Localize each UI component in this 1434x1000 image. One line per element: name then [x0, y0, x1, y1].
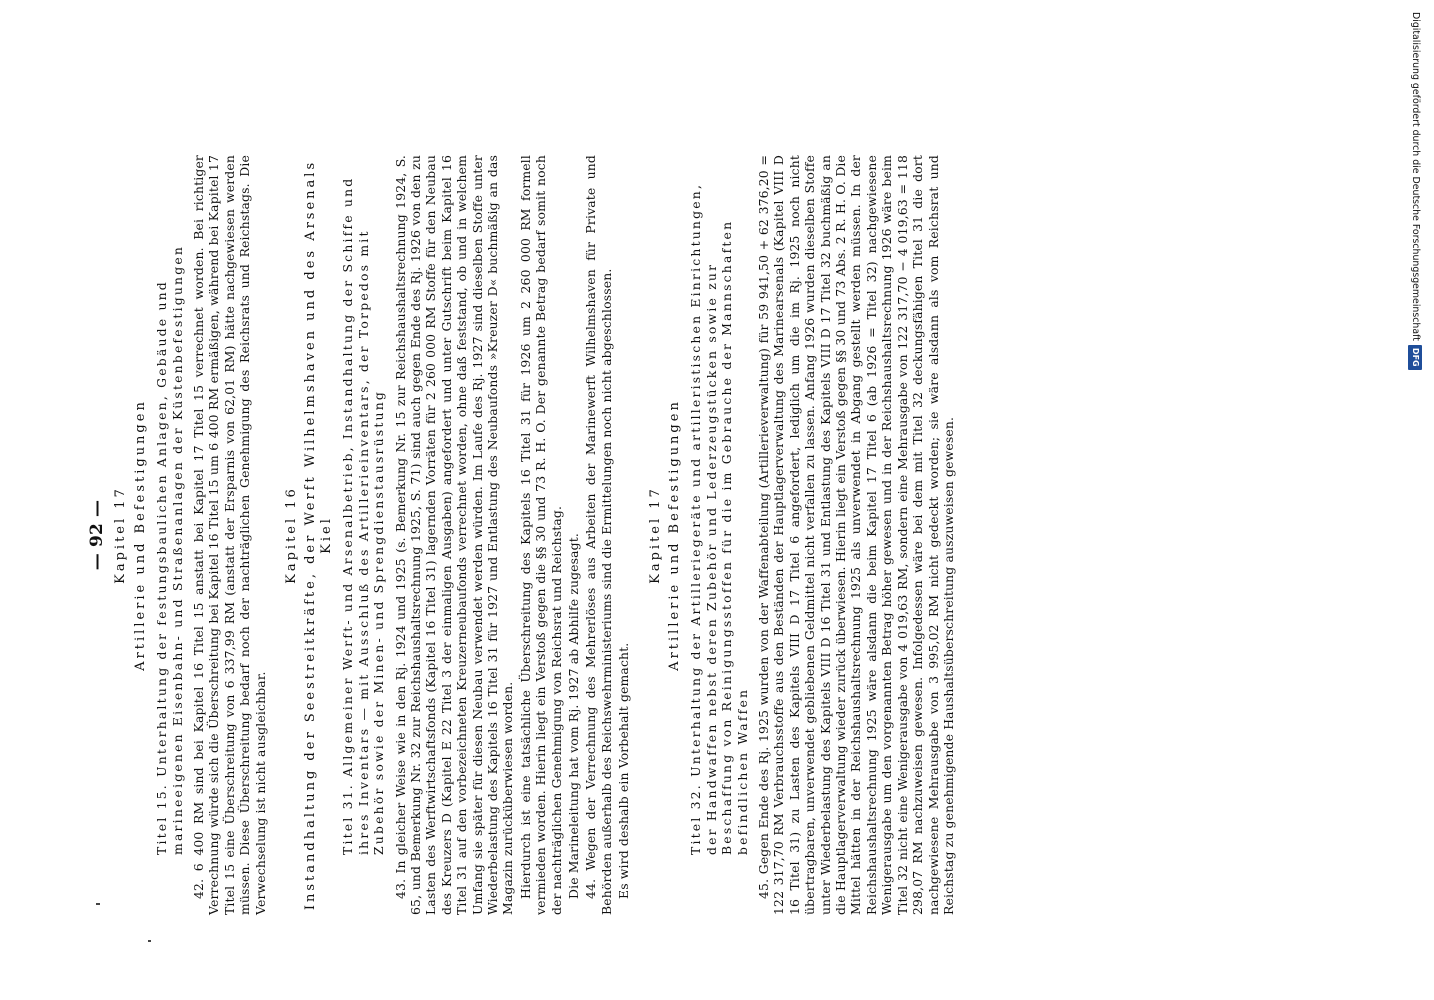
scan-mark — [148, 940, 151, 942]
paragraph: Hierdurch ist eine tatsächliche Überschreitung des Kapitels 16 Titel 31 für 1926 um 2 260 000 RM formell vermieden worden. Hierin liegt ein Verstoß gegen die §§ 30 und 73 R. H. O. Der genannte Betrag bedarf somit noch der nachträglichen Genehmigung von Reichsrat und Reichstag. — [517, 155, 564, 915]
section-kapitel-17-a — [113, 155, 268, 915]
paragraph: 45. Gegen Ende des Rj. 1925 wurden von der Waffenabteilung (Artillerieverwaltung) für 59 941,50 + 62 376,20 = 122 317,70 RM Verbrauchsstoffe aus den Beständen der Hauptlagerverwaltung des Marinearsenals (Kapitel VIII D 16 Titel 31) zu Lasten des Kapitels VIII D 17 Titel 6 angefordert, lediglich um die im Rj. 1925 noch nicht übertragbaren, unverwendet gebliebenen Geldmittel nicht verfallen zu lassen. Anfang 1926 wurden dieselben Stoffe unter Wiederbelastung des Kapitels VIII D 16 Titel 31 und Entlastung des Kapitels VIII D 17 Titel 32 buchmäßig an die Hauptlagerverwaltung wieder zurück überwiesen. Hierin liegt ein Verstoß gegen §§ 30 und 73 Abs. 2 R. H. O. Die Mittel hätten in der Reichshaushaltsrechnung 1925 als unverwendet in Abgang gestellt werden müssen. In der Reichshaushaltsrechnung 1925 wäre alsdann die beim Kapitel 17 Titel 6 (ab 1926 = Titel 32) nachgewiesene Wenigerausgabe um den vorgenannten Betrag höher gewesen und in der Reichshaushaltsrechnung 1926 wäre beim Titel 32 nicht eine Wenigerausgabe von 4 019,63 RM, sondern eine Mehrausgabe von 122 317,70 − 4 019,63 = 118 298,07 RM nachzuweisen gewesen. Infolgedessen wäre bei dem mit Titel 32 deckungsfähigen Titel 31 die dort nachgewiesene Mehrausgabe von 3 995,02 RM nicht gedeckt worden; sie wäre alsdann als vom Reichsrat und Reichstag zu genehmigende Haushaltsüberschreitung auszuweisen gewesen. — [756, 155, 956, 915]
kapitel-heading: Kapitel 16 — [284, 486, 300, 584]
digitization-credit — [1408, 12, 1422, 397]
dfg-logo: DFG — [1408, 345, 1422, 370]
paragraph: Es wird deshalb ein Vorbehalt gemacht. — [616, 642, 632, 899]
titel-heading: Titel 32. Unterhaltung der Artilleriegeräte und artilleristischen Einrichtungen, der Handwaffen nebst deren Zubehör und Lederzeugstücken sowie zur Beschaffung von Reinigungsstoffen für die im Gebrauche der Mannschaften befindlichen Waffen — [688, 182, 750, 855]
paragraph: Die Marineleitung hat vom Rj. 1927 ab Abhilfe zugesagt. — [565, 533, 581, 899]
titel-heading: Titel 15. Unterhaltung der festungsbaulichen Anlagen, Gebäude und marineeigenen Eisenbahn- und Straßenanlagen der Küstenbefestigungen — [154, 244, 185, 855]
document-page — [87, 155, 1240, 915]
section-heading: Artillerie und Befestigungen — [132, 399, 148, 671]
credit-text: Digitalisierung gefördert durch die Deutsche Forschungsgemeinschaft — [1410, 12, 1421, 341]
kapitel-heading: Kapitel 17 — [113, 486, 129, 584]
section-heading: Artillerie und Befestigungen — [667, 399, 682, 671]
kapitel-heading: Kapitel 17 — [647, 486, 663, 584]
scan-mark — [96, 903, 100, 905]
paragraph: 42. 6 400 RM sind bei Kapitel 16 Titel 15 anstatt bei Kapitel 17 Titel 15 verrechnet worden. Bei richtiger Verrechnung würde sich die Überschreitung bei Kapitel 16 Titel 15 um 6 400 RM ermäßigen, während bei Kapitel 17 Titel 15 eine Überschreitung von 6 337,99 RM (anstatt der Ersparnis von 62,01 RM) hätte nachgewiesen werden müssen. Diese Überschreitung bedarf noch der nachträglichen Genehmigung des Reichsrats und Reichstags. Die Verwechselung ist nicht ausgleichbar. — [191, 155, 268, 915]
page-number: — 92 — — [87, 499, 107, 571]
section-heading: Instandhaltung der Seestreitkräfte, der Werft Wilhelmshaven und des Arsenals Kiel — [303, 159, 334, 911]
paragraph: 44. Wegen der Verrechnung des Mehrerlöses aus Arbeiten der Marinewerft Wilhelmshaven für Private und Behörden außerhalb des Reichswehrministeriums sind die Ermittelungen noch nicht abgeschlossen. — [583, 155, 614, 915]
section-kapitel-17-b — [648, 155, 957, 915]
titel-heading: Titel 31. Allgemeiner Werft- und Arsenalbetrieb, Instandhaltung der Schiffe und ihres Inventars — mit Ausschluß des Artillerieinventars, der Torpedos mit Zubehör sowie der Minen- und Sprengdienstausrüstung — [340, 176, 387, 855]
paragraph: 43. In gleicher Weise wie in den Rj. 1924 und 1925 (s. Bemerkung Nr. 15 zur Reichshaushaltsrechnung 1924, S. 65, und Bemerkung Nr. 32 zur Reichshaushaltsrechnung 1925, S. 71) sind auch gegen Ende des Rj. 1926 von den zu Lasten des Werftwirtschaftsfonds (Kapitel 16 Titel 31) lagernden Vorräten für 2 260 000 RM Stoffe für den Neubau des Kreuzers D (Kapitel E 22 Titel 3 der einmaligen Ausgaben) angefordert und unter Gutschrift beim Kapitel 16 Titel 31 auf den vorbezeichneten Kreuzerneubaufonds verrechnet worden, ohne daß feststand, ob und in welchem Umfang sie später für diesen Neubau verwendet werden würden. Im Laufe des Rj. 1927 sind dieselben Stoffe unter Wiederbelastung des Kapitels 16 Titel 31 für 1927 und Entlastung des Neubaufonds »Kreuzer D« buchmäßig an das Magazin zurücküberwiesen worden. — [392, 155, 516, 915]
section-kapitel-16 — [284, 155, 632, 915]
